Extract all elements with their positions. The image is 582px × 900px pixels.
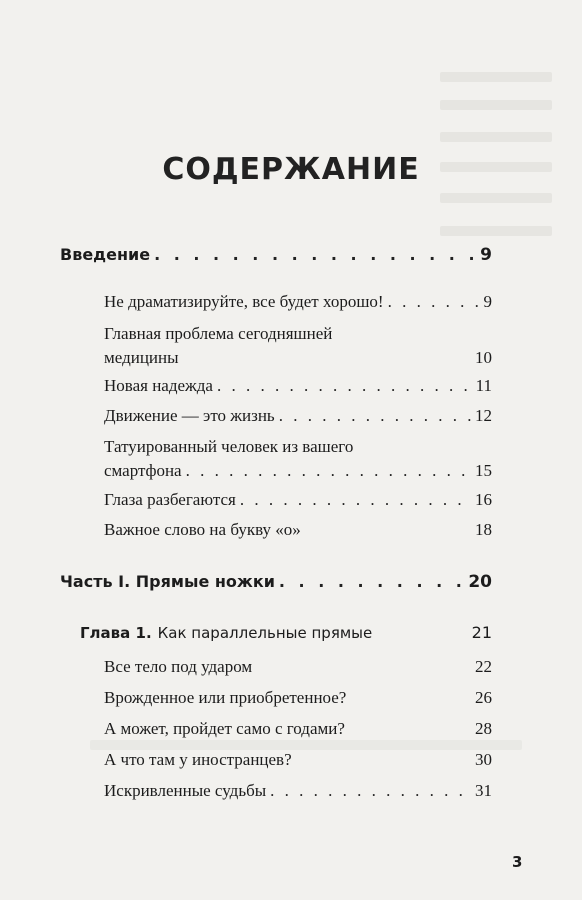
toc-item-label: Не драматизируйте, все будет хорошо! — [104, 292, 384, 311]
dot-leader — [279, 405, 471, 427]
dot-leader — [270, 780, 471, 802]
toc-item[interactable] — [104, 519, 492, 541]
toc-page-number: 30 — [475, 750, 492, 769]
toc-item[interactable] — [104, 375, 492, 397]
bleed-through — [440, 100, 552, 110]
toc-item[interactable] — [104, 687, 492, 709]
toc-page-number: 26 — [475, 688, 492, 707]
toc-section-label: Часть I. Прямые ножки — [60, 572, 275, 591]
toc-page-number: 16 — [475, 490, 492, 509]
toc-page-number: 10 — [475, 348, 492, 367]
toc-item[interactable] — [104, 405, 492, 427]
toc-item[interactable] — [104, 656, 492, 678]
toc-item[interactable] — [104, 749, 492, 771]
toc-item-label-line1: Татуированный человек из вашего — [104, 437, 354, 456]
toc-page-number: 28 — [475, 719, 492, 738]
toc-page-number: 21 — [471, 623, 492, 642]
bleed-through — [440, 132, 552, 142]
toc-item-label: Искривленные судьбы — [104, 781, 267, 800]
toc-chapter-1[interactable] — [80, 622, 492, 644]
toc-item-label: Глаза разбегаются — [104, 490, 236, 509]
page-title: СОДЕРЖАНИЕ — [162, 152, 420, 187]
dot-leader — [217, 375, 472, 397]
toc-item[interactable] — [104, 780, 492, 802]
toc-item-label: Движение — это жизнь — [104, 406, 275, 425]
dot-leader — [388, 291, 480, 313]
toc-item-label: Новая надежда — [104, 376, 213, 395]
toc-item-label: А что там у иностранцев? — [104, 750, 292, 769]
toc-item-label: А может, пройдет само с годами? — [104, 719, 345, 738]
toc-section-introduction[interactable] — [60, 244, 492, 266]
dot-leader — [279, 571, 464, 593]
toc-section-part1[interactable] — [60, 571, 492, 593]
toc-item[interactable] — [104, 435, 492, 483]
bleed-through — [440, 193, 552, 203]
toc-page-number: 18 — [475, 520, 492, 539]
toc-item[interactable] — [104, 489, 492, 511]
toc-item-label-line2: медицины — [104, 348, 179, 367]
toc-page-number: 11 — [475, 376, 492, 395]
dot-leader — [154, 244, 476, 266]
toc-item-label: Все тело под ударом — [104, 657, 253, 676]
toc-page-number: 15 — [475, 461, 492, 480]
toc-page-number: 22 — [475, 657, 492, 676]
bleed-through — [440, 72, 552, 82]
toc-page-number: 12 — [475, 406, 492, 425]
toc-item-label-line1: Главная проблема сегодняшней — [104, 324, 333, 343]
toc-item[interactable] — [104, 322, 492, 370]
page-number: 3 — [512, 853, 523, 871]
toc-page-number: 31 — [475, 781, 492, 800]
chapter-label: Как параллельные прямые — [157, 624, 373, 642]
toc-item-label-line2: смартфона — [104, 461, 182, 480]
toc-page-number: 20 — [468, 572, 492, 592]
bleed-through — [440, 226, 552, 236]
toc-item[interactable] — [104, 718, 492, 740]
toc-section-label: Введение — [60, 245, 151, 264]
chapter-prefix: Глава 1. — [80, 624, 152, 642]
dot-leader — [186, 459, 471, 483]
toc-item-label: Врожденное или приобретенное? — [104, 688, 347, 707]
toc-item[interactable] — [104, 291, 492, 313]
toc-page-number: 9 — [480, 245, 492, 265]
dot-leader — [240, 489, 471, 511]
toc-page-number: 9 — [483, 292, 492, 311]
toc-item-label: Важное слово на букву «о» — [104, 520, 301, 539]
